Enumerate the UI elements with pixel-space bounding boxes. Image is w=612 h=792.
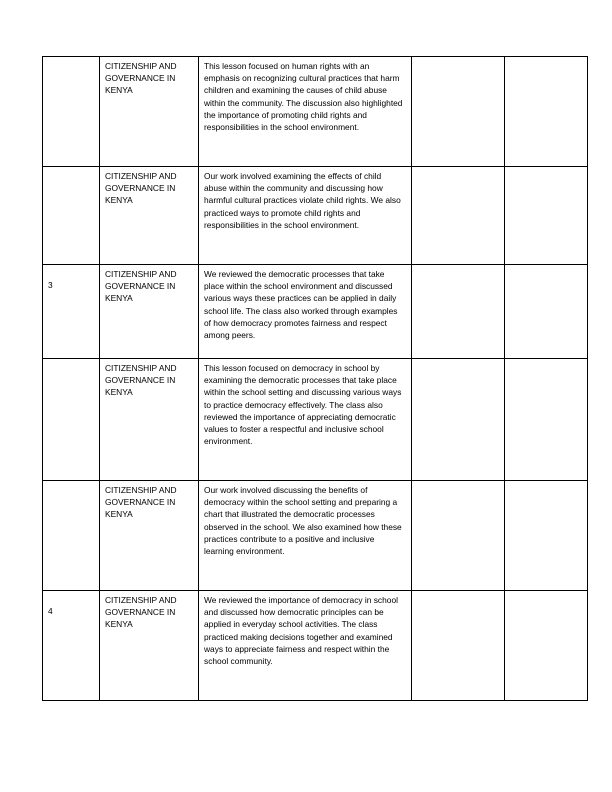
subject-cell <box>100 591 199 701</box>
empty-cell <box>505 167 588 265</box>
table-row <box>43 265 588 359</box>
empty-cell <box>505 481 588 591</box>
week-cell <box>43 591 100 701</box>
week-cell <box>43 167 100 265</box>
description-cell <box>199 265 412 359</box>
table-row <box>43 57 588 167</box>
description-cell <box>199 481 412 591</box>
subject-cell <box>100 359 199 481</box>
empty-cell <box>412 359 505 481</box>
lesson-description: Our work involved discussing the benefits of democracy within the school setting and preparing a chart that illustrated the democratic processes observed in the school. We also examined how these practices contribute to a positive and inclusive learning environment. <box>204 485 402 557</box>
week-cell <box>43 57 100 167</box>
subject-text: CITIZENSHIP AND GOVERNANCE IN KENYA <box>105 61 177 96</box>
description-cell <box>199 167 412 265</box>
lesson-description: This lesson focused on democracy in school by examining the democratic processes that take place within the school setting and discussing various ways to practice democracy effectively. The class also reviewed the importance of appreciating democratic values to foster a respectful and inclusive school environment. <box>204 363 402 447</box>
empty-cell <box>412 57 505 167</box>
week-number: 4 <box>48 606 53 616</box>
empty-cell <box>412 167 505 265</box>
subject-text: CITIZENSHIP AND GOVERNANCE IN KENYA <box>105 595 177 630</box>
lesson-description: We reviewed the importance of democracy in school and discussed how democratic principles can be applied in everyday school activities. The class practiced making decisions together and examined ways to appreciate fairness and respect within the school community. <box>204 595 398 667</box>
description-cell <box>199 359 412 481</box>
empty-cell <box>505 591 588 701</box>
lesson-description: Our work involved examining the effects of child abuse within the community and discussing how harmful cultural practices violate child rights. We also practiced ways to promote child rights and responsibilities in the school environment. <box>204 171 401 230</box>
subject-cell <box>100 265 199 359</box>
empty-cell <box>505 359 588 481</box>
empty-cell <box>412 591 505 701</box>
subject-text: CITIZENSHIP AND GOVERNANCE IN KENYA <box>105 363 177 398</box>
lesson-description: This lesson focused on human rights with an emphasis on recognizing cultural practices that harm children and examining the causes of child abuse within the community. The discussion also highlighted the importance of promoting child rights and responsibilities in the school environment. <box>204 61 403 133</box>
subject-text: CITIZENSHIP AND GOVERNANCE IN KENYA <box>105 269 177 304</box>
week-cell <box>43 359 100 481</box>
empty-cell <box>505 57 588 167</box>
empty-cell <box>412 481 505 591</box>
subject-cell <box>100 167 199 265</box>
table-row <box>43 591 588 701</box>
week-cell <box>43 265 100 359</box>
table-row <box>43 167 588 265</box>
subject-text: CITIZENSHIP AND GOVERNANCE IN KENYA <box>105 485 177 520</box>
subject-text: CITIZENSHIP AND GOVERNANCE IN KENYA <box>105 171 177 206</box>
subject-cell <box>100 57 199 167</box>
table-row <box>43 359 588 481</box>
table-row <box>43 481 588 591</box>
description-cell <box>199 57 412 167</box>
subject-cell <box>100 481 199 591</box>
empty-cell <box>412 265 505 359</box>
lesson-record-table <box>42 56 588 701</box>
week-cell <box>43 481 100 591</box>
description-cell <box>199 591 412 701</box>
lesson-description: We reviewed the democratic processes that take place within the school environment and discussed various ways these practices can be applied in daily school life. The class also worked through examples of how democracy promotes fairness and respect among peers. <box>204 269 398 341</box>
week-number: 3 <box>48 280 53 290</box>
empty-cell <box>505 265 588 359</box>
